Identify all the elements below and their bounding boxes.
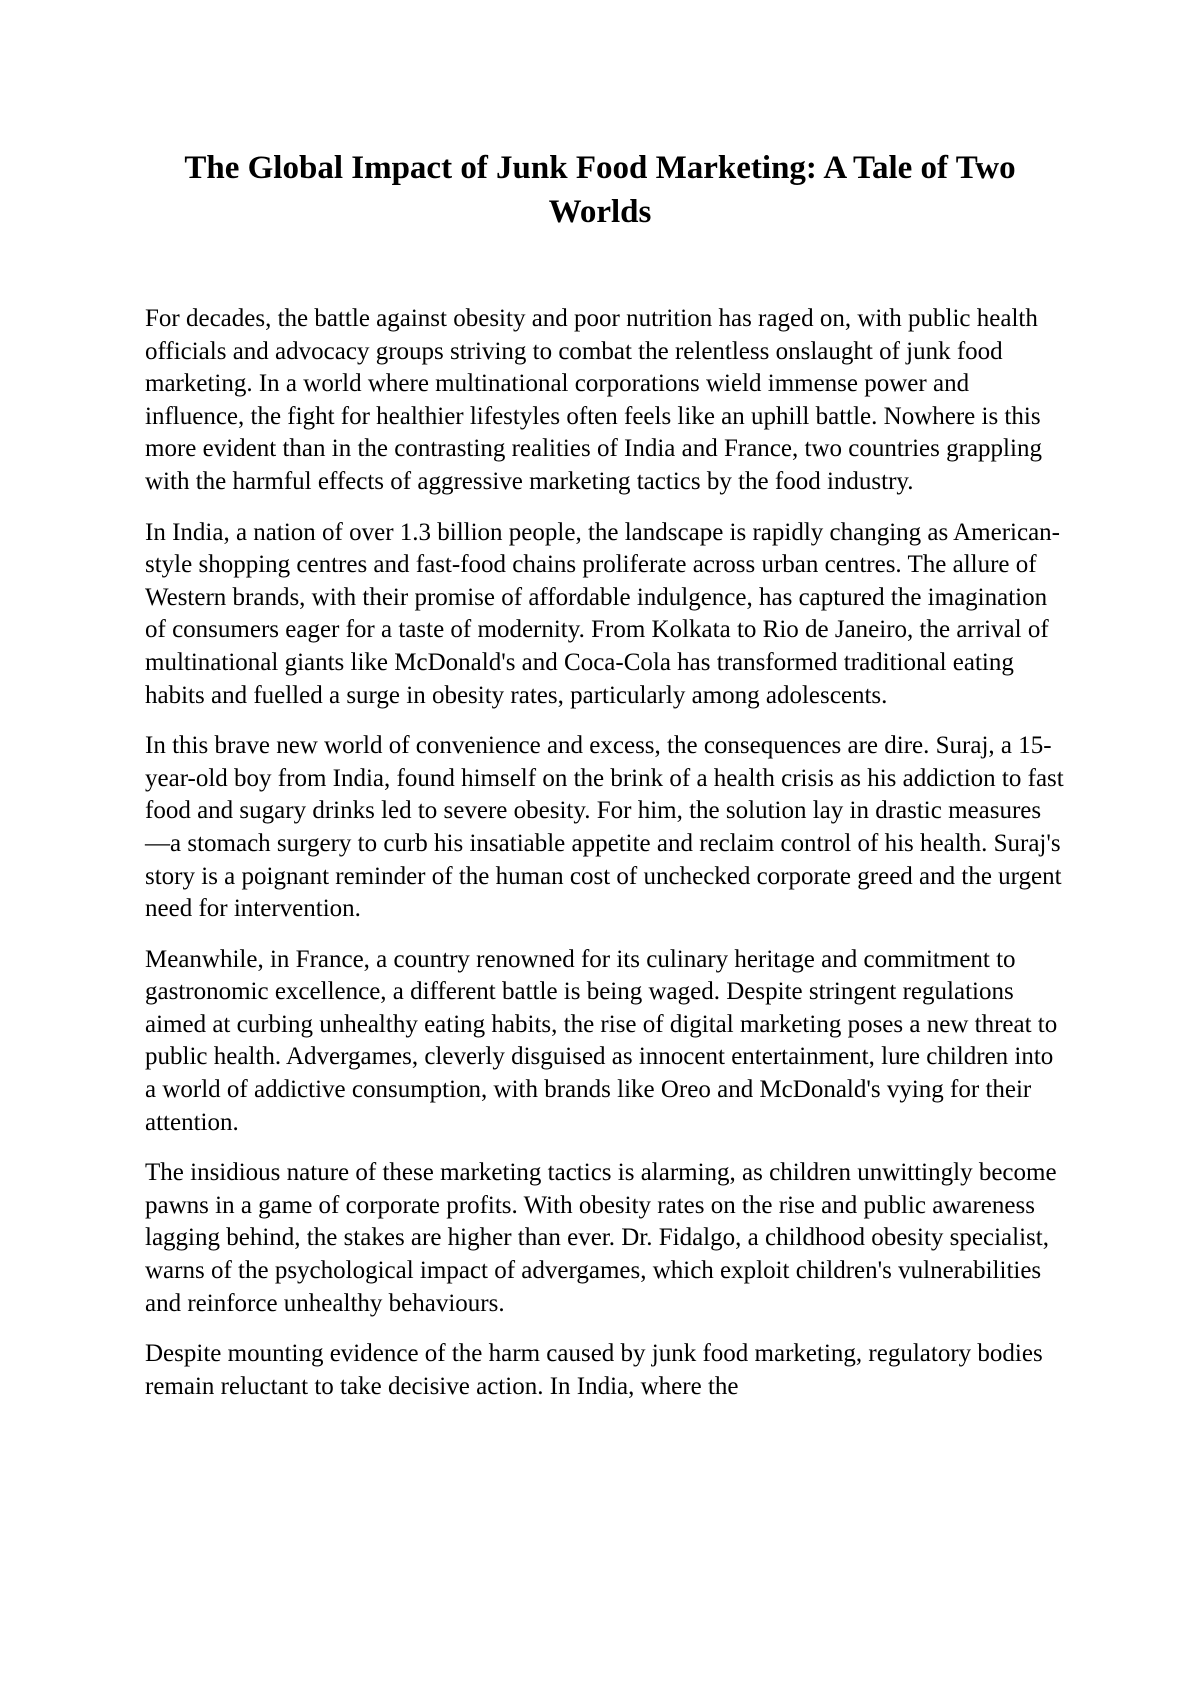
paragraph-1: For decades, the battle against obesity and poor nutrition has raged on, with public health officials and advocacy groups striving to combat the relentless onslaught of junk food marketing. In a world where multinational corporations wield immense power and influence, the fight for healthier lifestyles often feels like an uphill battle. Nowhere is this more evident than in the contrasting realities of India and France, two countries grappling with the harmful effects of aggressive marketing tactics by the food industry. <box>145 305 1042 495</box>
paragraph-5: The insidious nature of these marketing tactics is alarming, as children unwittingly become pawns in a game of corporate profits. With obesity rates on the rise and public awareness lagging behind, the stakes are higher than ever. Dr. Fidalgo, a childhood obesity specialist, warns of the psychological impact of advergames, which exploit children's vulnerabilities and reinforce unhealthy behaviours. <box>145 1159 1057 1317</box>
paragraph-6: Despite mounting evidence of the harm caused by junk food marketing, regulatory bodies remain reluctant to take decisive action. In India, where the <box>145 1340 1043 1400</box>
paragraph-4: Meanwhile, in France, a country renowned for its culinary heritage and commitment to gastronomic excellence, a different battle is being waged. Despite stringent regulations aimed at curbing unhealthy eating habits, the rise of digital marketing poses a new threat to public health. Advergames, cleverly disguised as innocent entertainment, lure children into a world of addictive consumption, with brands like Oreo and McDonald's vying for their attention. <box>145 945 1058 1136</box>
document-body <box>145 303 1065 1421</box>
paragraph-2: In India, a nation of over 1.3 billion people, the landscape is rapidly changing as American-style shopping centres and fast-food chains proliferate across urban centres. The allure of Western brands, with their promise of affordable indulgence, has captured the imagination of consumers eager for a taste of modernity. From Kolkata to Rio de Janeiro, the arrival of multinational giants like McDonald's and Coca-Cola has transformed traditional eating habits and fuelled a surge in obesity rates, particularly among adolescents. <box>145 518 1061 709</box>
paragraph-3: In this brave new world of convenience and excess, the consequences are dire. Suraj, a 15-year-old boy from India, found himself on the brink of a health crisis as his addiction to fast food and sugary drinks led to severe obesity. For him, the solution lay in drastic measures—a stomach surgery to curb his insatiable appetite and reclaim control of his health. Suraj's story is a poignant reminder of the human cost of unchecked corporate greed and the urgent need for intervention. <box>145 732 1064 923</box>
document-title: The Global Impact of Junk Food Marketing: A Tale of Two Worlds <box>184 150 1016 230</box>
